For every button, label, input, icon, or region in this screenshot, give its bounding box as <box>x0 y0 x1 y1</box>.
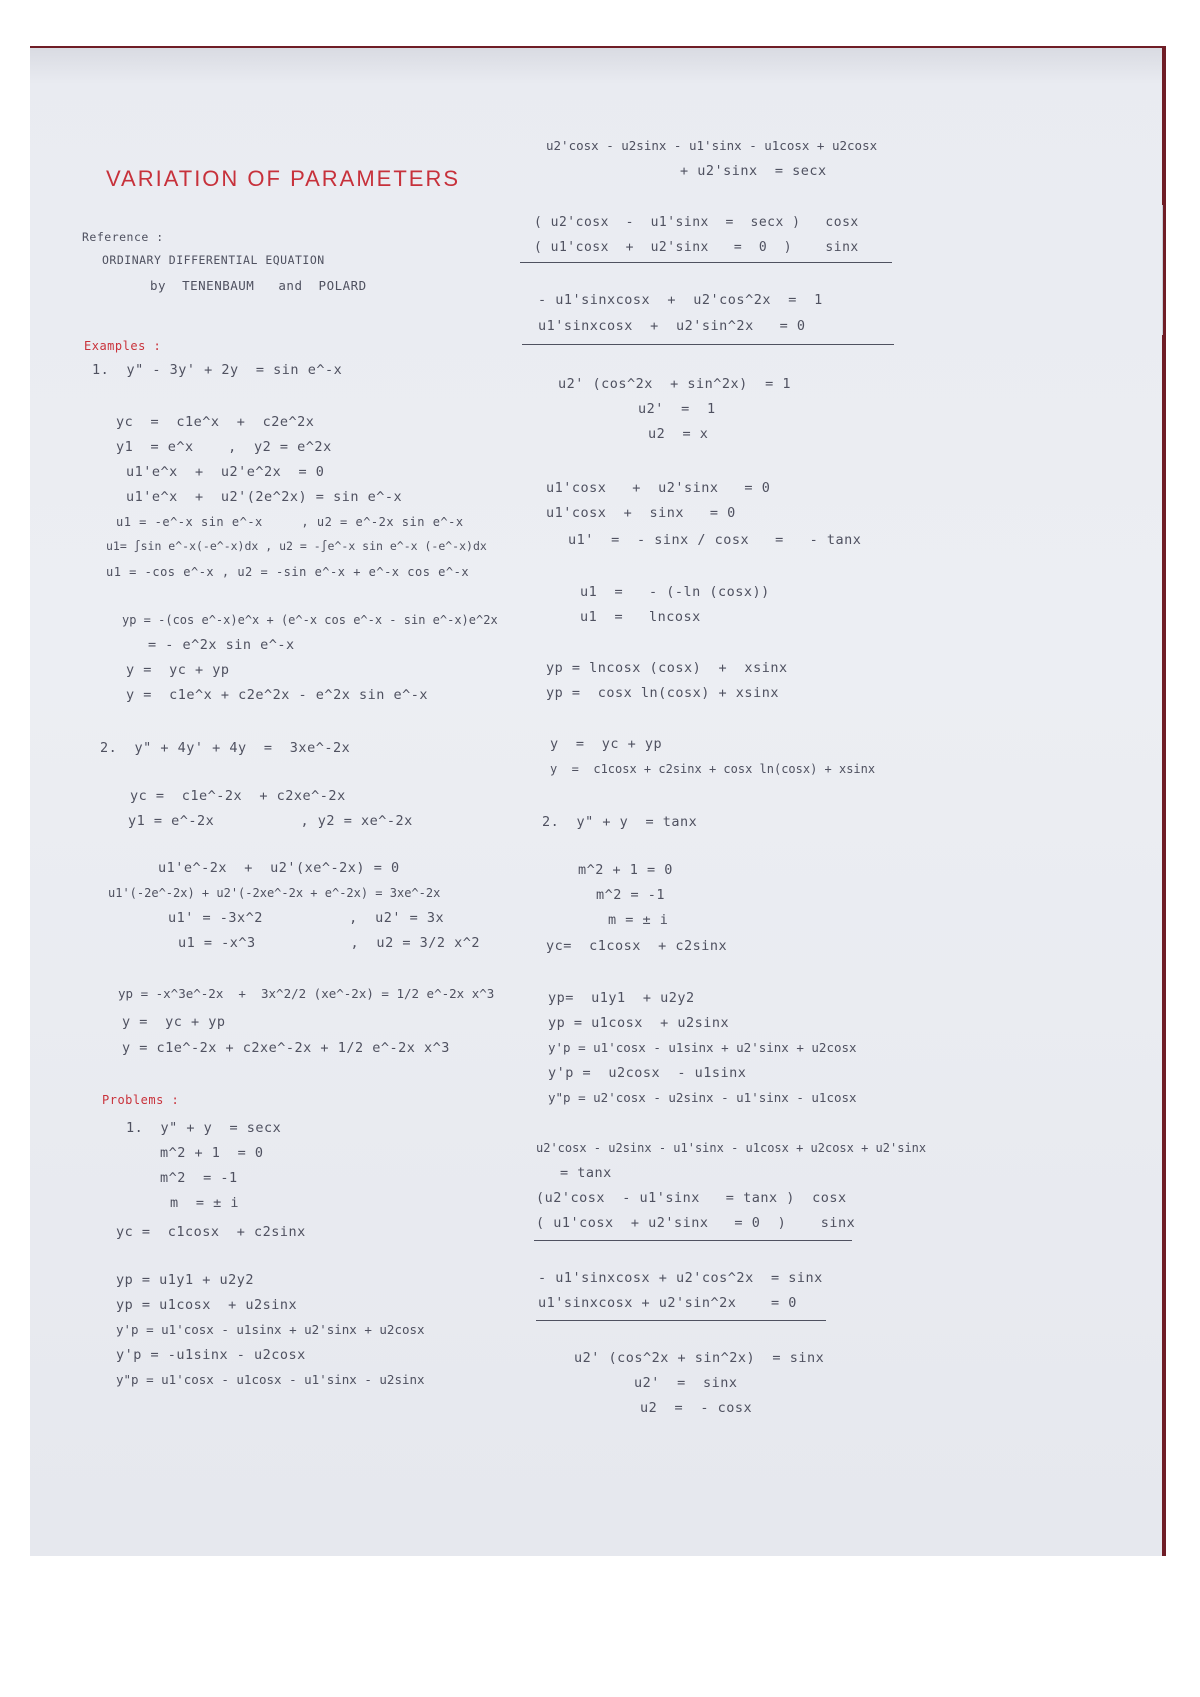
problems-heading: Problems : <box>102 1093 180 1107</box>
divider <box>536 1320 826 1321</box>
example-2-equation: 2. y" + 4y' + 4y = 3xe^-2x <box>100 740 351 756</box>
line: u1' = -3x^2 , u2' = 3x <box>168 910 445 926</box>
line: ( u1'cosx + u2'sinx = 0 ) sinx <box>536 1215 856 1231</box>
line: y = yc + yp <box>122 1014 226 1030</box>
reference-book: ORDINARY DIFFERENTIAL EQUATION <box>102 253 325 267</box>
line: u1 = -e^-x sin e^-x , u2 = e^-2x sin e^-x <box>116 515 464 529</box>
line: - u1'sinxcosx + u2'cos^2x = 1 <box>538 292 823 308</box>
line: u2'cosx - u2sinx - u1'sinx - u1cosx + u2cosx + u2'sinx <box>536 1141 927 1155</box>
line: (u2'cosx - u1'sinx = tanx ) cosx <box>536 1190 847 1206</box>
page-title: VARIATION OF PARAMETERS <box>106 166 461 191</box>
line: y'p = u2cosx - u1sinx <box>548 1065 747 1081</box>
line: + u2'sinx = secx <box>680 163 827 179</box>
line: yp= u1y1 + u2y2 <box>548 990 695 1006</box>
line: y'p = -u1sinx - u2cosx <box>116 1347 306 1363</box>
line: u2'cosx - u2sinx - u1'sinx - u1cosx + u2cosx <box>546 138 878 153</box>
line: = - e^2x sin e^-x <box>148 637 295 653</box>
line: m = ± i <box>170 1195 240 1211</box>
examples-heading: Examples : <box>84 339 162 353</box>
line: m^2 = -1 <box>160 1170 238 1186</box>
line: yc = c1e^x + c2e^2x <box>116 414 315 430</box>
line: y"p = u2'cosx - u2sinx - u1'sinx - u1cosx <box>548 1090 857 1105</box>
line: ( u1'cosx + u2'sinx = 0 ) sinx <box>534 240 859 255</box>
line: u1= ∫sin e^-x(-e^-x)dx , u2 = -∫e^-x sin e^-x (-e^-x)dx <box>106 539 487 553</box>
line: u1'cosx + sinx = 0 <box>546 505 736 521</box>
line: yp = u1cosx + u2sinx <box>116 1297 298 1313</box>
line: y'p = u1'cosx - u1sinx + u2'sinx + u2cosx <box>548 1040 857 1055</box>
line: u1'(-2e^-2x) + u2'(-2xe^-2x + e^-2x) = 3xe^-2x <box>108 886 441 900</box>
line: - u1'sinxcosx + u2'cos^2x = sinx <box>538 1270 823 1286</box>
example-1-equation: 1. y" - 3y' + 2y = sin e^-x <box>92 362 343 378</box>
line: u1 = -cos e^-x , u2 = -sin e^-x + e^-x cos e^-x <box>106 565 470 579</box>
line: y = yc + yp <box>126 662 230 678</box>
notes-page <box>30 48 1162 1556</box>
line: u1'e^x + u2'(2e^2x) = sin e^-x <box>126 489 403 505</box>
line: = tanx <box>560 1165 612 1181</box>
line: u2 = - cosx <box>640 1400 753 1416</box>
line: yc = c1cosx + c2sinx <box>116 1224 306 1240</box>
line: m^2 + 1 = 0 <box>160 1145 264 1161</box>
divider <box>520 262 892 263</box>
reference-label: Reference : <box>82 230 164 244</box>
problem-2-equation: 2. y" + y = tanx <box>542 814 698 830</box>
line: u2 = x <box>648 426 709 442</box>
line: y1 = e^x , y2 = e^2x <box>116 439 332 455</box>
line: u1'e^x + u2'e^2x = 0 <box>126 464 325 480</box>
line: y"p = u1'cosx - u1cosx - u1'sinx - u2sinx <box>116 1372 425 1387</box>
line: u2' (cos^2x + sin^2x) = sinx <box>574 1350 825 1366</box>
line: yp = -(cos e^-x)e^x + (e^-x cos e^-x - sin e^-x)e^2x <box>122 613 498 627</box>
divider <box>522 344 894 345</box>
line: yp = u1cosx + u2sinx <box>548 1015 730 1031</box>
line: yc = c1e^-2x + c2xe^-2x <box>130 788 346 804</box>
line: u1' = - sinx / cosx = - tanx <box>568 532 862 548</box>
line: u2' = 1 <box>638 401 716 417</box>
line: yp = u1y1 + u2y2 <box>116 1272 255 1288</box>
line: y1 = e^-2x , y2 = xe^-2x <box>128 813 413 829</box>
line: u1 = - (-ln (cosx)) <box>580 584 770 600</box>
line: u1 = -x^3 , u2 = 3/2 x^2 <box>178 935 480 951</box>
line: yp = -x^3e^-2x + 3x^2/2 (xe^-2x) = 1/2 e^-2x x^3 <box>118 986 495 1001</box>
divider <box>534 1240 852 1241</box>
line: y = c1e^-2x + c2xe^-2x + 1/2 e^-2x x^3 <box>122 1040 450 1056</box>
line: ( u2'cosx - u1'sinx = secx ) cosx <box>534 215 859 230</box>
reference-authors: by TENENBAUM and POLARD <box>150 278 367 293</box>
line: u1'sinxcosx + u2'sin^2x = 0 <box>538 1295 797 1311</box>
line: y = yc + yp <box>550 736 663 752</box>
line: u1'sinxcosx + u2'sin^2x = 0 <box>538 318 806 334</box>
line: u1'cosx + u2'sinx = 0 <box>546 480 771 496</box>
line: yc= c1cosx + c2sinx <box>546 938 728 954</box>
line: u2' = sinx <box>634 1375 738 1391</box>
line: yp = cosx ln(cosx) + xsinx <box>546 685 779 701</box>
line: u1'e^-2x + u2'(xe^-2x) = 0 <box>158 860 400 876</box>
line: m^2 + 1 = 0 <box>578 862 673 878</box>
line: u1 = lncosx <box>580 609 701 625</box>
line: y'p = u1'cosx - u1sinx + u2'sinx + u2cosx <box>116 1322 425 1337</box>
line: m = ± i <box>608 912 669 928</box>
line: u2' (cos^2x + sin^2x) = 1 <box>558 376 791 392</box>
line: y = c1cosx + c2sinx + cosx ln(cosx) + xsinx <box>550 762 876 776</box>
line: m^2 = -1 <box>596 887 666 903</box>
problem-1-equation: 1. y" + y = secx <box>126 1120 282 1136</box>
line: y = c1e^x + c2e^2x - e^2x sin e^-x <box>126 687 428 703</box>
line: yp = lncosx (cosx) + xsinx <box>546 660 788 676</box>
